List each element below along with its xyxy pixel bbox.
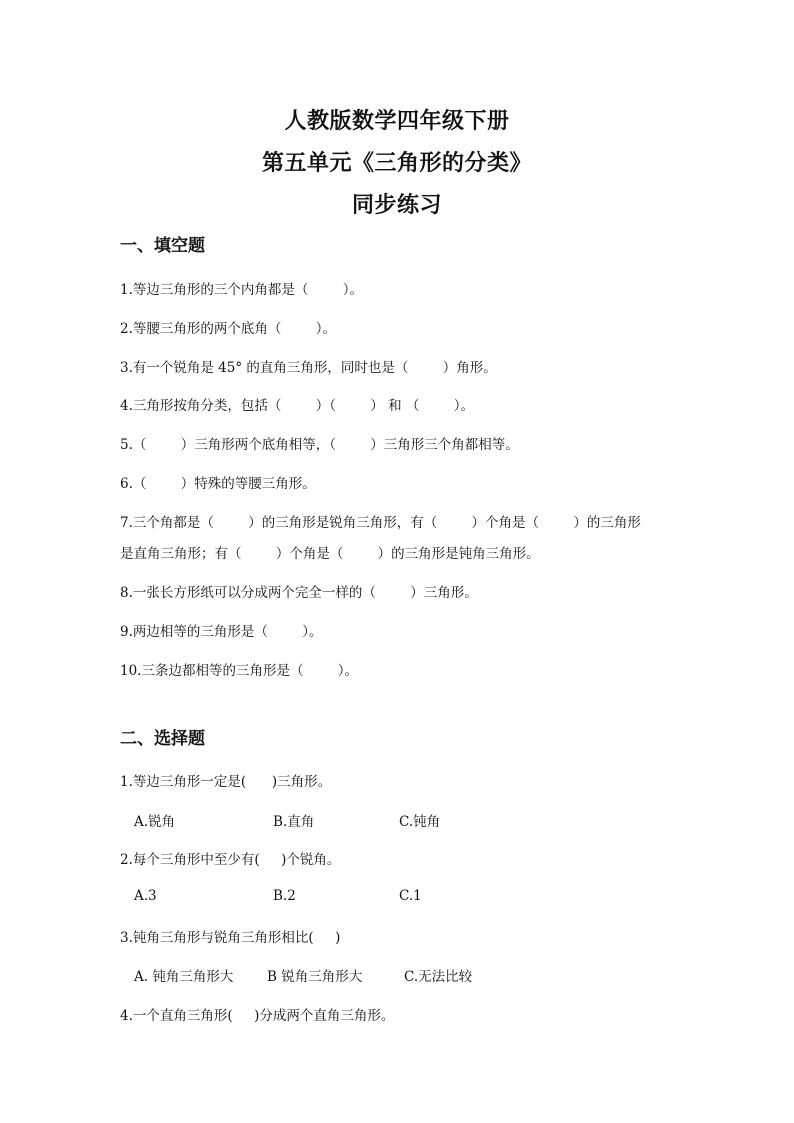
question-line: 2.等腰三角形的两个底角（ ）。 xyxy=(120,321,336,337)
question-line: 3.有一个锐角是 45° 的直角三角形，同时也是（ ）角形。 xyxy=(120,360,497,376)
choice-question-stem: 4.一个直角三角形( )分成两个直角三角形。 xyxy=(120,1008,395,1024)
question-line: 4.三角形按角分类，包括（ ）（ ） 和 （ ）。 xyxy=(120,398,474,414)
choice-question-stem: 1.等边三角形一定是( )三角形。 xyxy=(120,774,332,790)
page-title-line-3: 同步练习 xyxy=(351,192,442,218)
question-line: 1.等边三角形的三个内角都是（ ）。 xyxy=(120,282,363,298)
choice-option-a: A.3 xyxy=(134,888,157,904)
choice-option-b: B.2 xyxy=(273,888,296,904)
question-line: 7.三个角都是（ ）的三角形是锐角三角形，有（ ）个角是（ ）的三角形 xyxy=(120,515,641,531)
question-line: 10.三条边都相等的三角形是（ ）。 xyxy=(120,663,359,679)
page-title-line-2: 第五单元《三角形的分类》 xyxy=(261,150,532,176)
page-title-line-1: 人教版数学四年级下册 xyxy=(284,108,510,134)
question-line: 是直角三角形；有（ ）个角是（ ）的三角形是钝角三角形。 xyxy=(120,546,540,562)
choice-option-a: A. 钝角三角形大 xyxy=(134,969,234,985)
choice-question-stem: 3.钝角三角形与锐角三角形相比( ) xyxy=(120,930,341,946)
choice-option-c: C.无法比较 xyxy=(404,969,473,985)
choice-option-a: A.锐角 xyxy=(134,814,176,830)
choice-option-c: C.钝角 xyxy=(399,814,441,830)
question-line: 8.一张长方形纸可以分成两个完全一样的（ ）三角形。 xyxy=(120,585,478,601)
choice-option-c: C.1 xyxy=(399,888,422,904)
question-line: 5.（ ）三角形两个底角相等，（ ）三角形三个角都相等。 xyxy=(120,437,519,453)
question-line: 9.两边相等的三角形是（ ）。 xyxy=(120,624,323,640)
choice-question-stem: 2.每个三角形中至少有( )个锐角。 xyxy=(120,852,341,868)
choice-option-b: B 锐角三角形大 xyxy=(267,969,363,985)
section-heading-multiple-choice: 二、选择题 xyxy=(120,729,205,749)
choice-option-b: B.直角 xyxy=(273,814,315,830)
question-line: 6.（ ）特殊的等腰三角形。 xyxy=(120,476,316,492)
section-heading-fill-in: 一、填空题 xyxy=(120,236,205,256)
